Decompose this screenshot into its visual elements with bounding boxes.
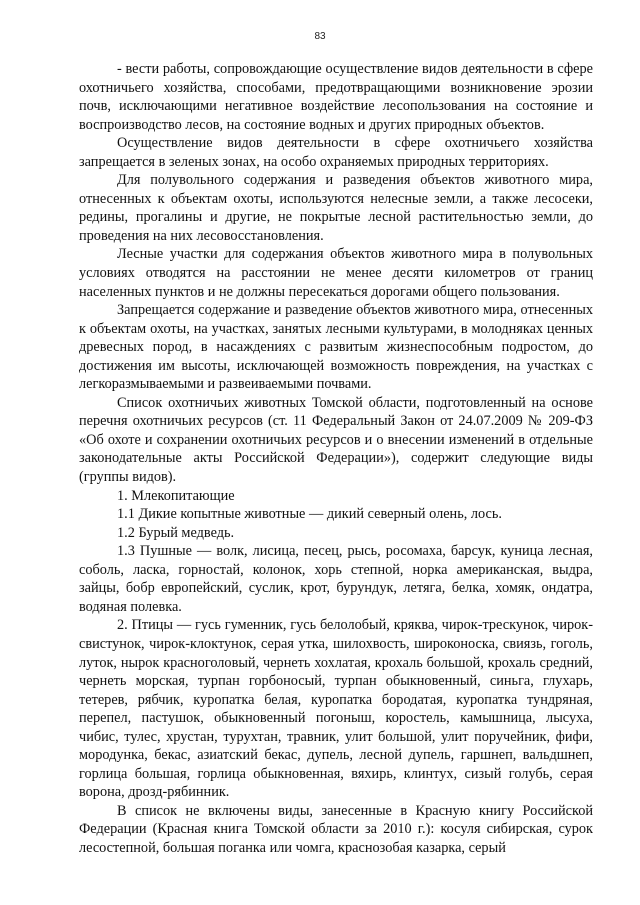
item-brown-bear: 1.2 Бурый медведь.: [117, 524, 235, 541]
paragraph-species-list-intro: Список охотничьих животных Томской области, подготовленный на основе перечня охотничьих ресурсов (ст. 11 Федеральный Закон от 24.07.2009 № 209-ФЗ «Об охоте и сохранении охотничьих ресурсов и о внесении изменений в отдельные законодательные акты Российской Федерации»), содержит следующие виды (группы видов).: [79, 394, 593, 486]
paragraph-red-book-exclusions: В список не включены виды, занесенные в Красную книгу Российской Федерации (Красная книга Томской области за 2010 г.): косуля сибирская, сурок лесостепной, большая поганка или чомга, краснозобая казарка, серый: [79, 802, 593, 856]
page-number: 83: [314, 31, 326, 42]
paragraph-green-zones-ban: Осуществление видов деятельности в сфере охотничьего хозяйства запрещается в зеленых зонах, на особо охраняемых природных территориях.: [79, 135, 593, 170]
body-text: [79, 60, 593, 858]
item-ungulates: 1.1 Дикие копытные животные — дикий северный олень, лось.: [117, 506, 502, 523]
paragraph-semi-free-keeping-lands: Для полувольного содержания и разведения объектов животного мира, отнесенных к объектам охоты, используются нелесные земли, а также лесосеки, редины, прогалины и другие, не покрытые лесной растительностью земли, до проведения на них лесовосстановления.: [79, 172, 593, 244]
paragraph-work-requirements: - вести работы, сопровождающие осуществление видов деятельности в сфере охотничьего хозяйства, способами, предотвращающими возникновение эрозии почв, исключающими негативное воздействие лесопользования на состояние и воспроизводство лесов, на состояние водных и других природных объектов.: [79, 61, 593, 133]
item-birds: 2. Птицы — гусь гуменник, гусь белолобый, кряква, чирок-трескунок, чирок-свистунок, чирок-клоктунок, серая утка, шилохвость, широконоска, свиязь, гоголь, луток, нырок красноголовый, чернеть хохлатая, крохаль большой, крохаль средний, чернеть морская, турпан горбоносый, турпан обыкновенный, синьга, глухарь, тетерев, рябчик, куропатка белая, куропатка бородатая, куропатка тундряная, перепел, пастушок, обыкновенный погоныш, коростель, камышница, лысуха, чибис, тулес, хрустан, турухтан, травник, улит большой, улит поручейник, фифи, мородунка, бекас, азиатский бекас, дупель, лесной дупель, гаршнеп, вальдшнеп, горлица большая, горлица обыкновенная, вяхирь, клинтух, сизый голубь, серая ворона, дрозд-рябинник.: [79, 617, 593, 801]
paragraph-keeping-prohibitions: Запрещается содержание и разведение объектов животного мира, отнесенных к объектам охоты, на участках, занятых лесными культурами, в молодняках ценных древесных пород, в насаждениях с развитым жизнеспособным подростом, до достижения им высоты, исключающей возможность повреждения, на участках с легкоразмываемыми и развеиваемыми почвами.: [79, 302, 593, 393]
item-fur-animals: 1.3 Пушные — волк, лисица, песец, рысь, росомаха, барсук, куница лесная, соболь, ласка, горностай, колонок, хорь степной, норка американская, выдра, зайцы, бобр европейский, суслик, крот, бурундук, летяга, белка, хомяк, ондатра, водяная полевка.: [79, 543, 593, 615]
paragraph-forest-plots-distance: Лесные участки для содержания объектов животного мира в полувольных условиях отводятся на расстоянии не менее десяти километров от границ населенных пунктов и не должны пересекаться дорогами общего пользования.: [79, 246, 593, 300]
heading-mammals: 1. Млекопитающие: [117, 487, 235, 504]
